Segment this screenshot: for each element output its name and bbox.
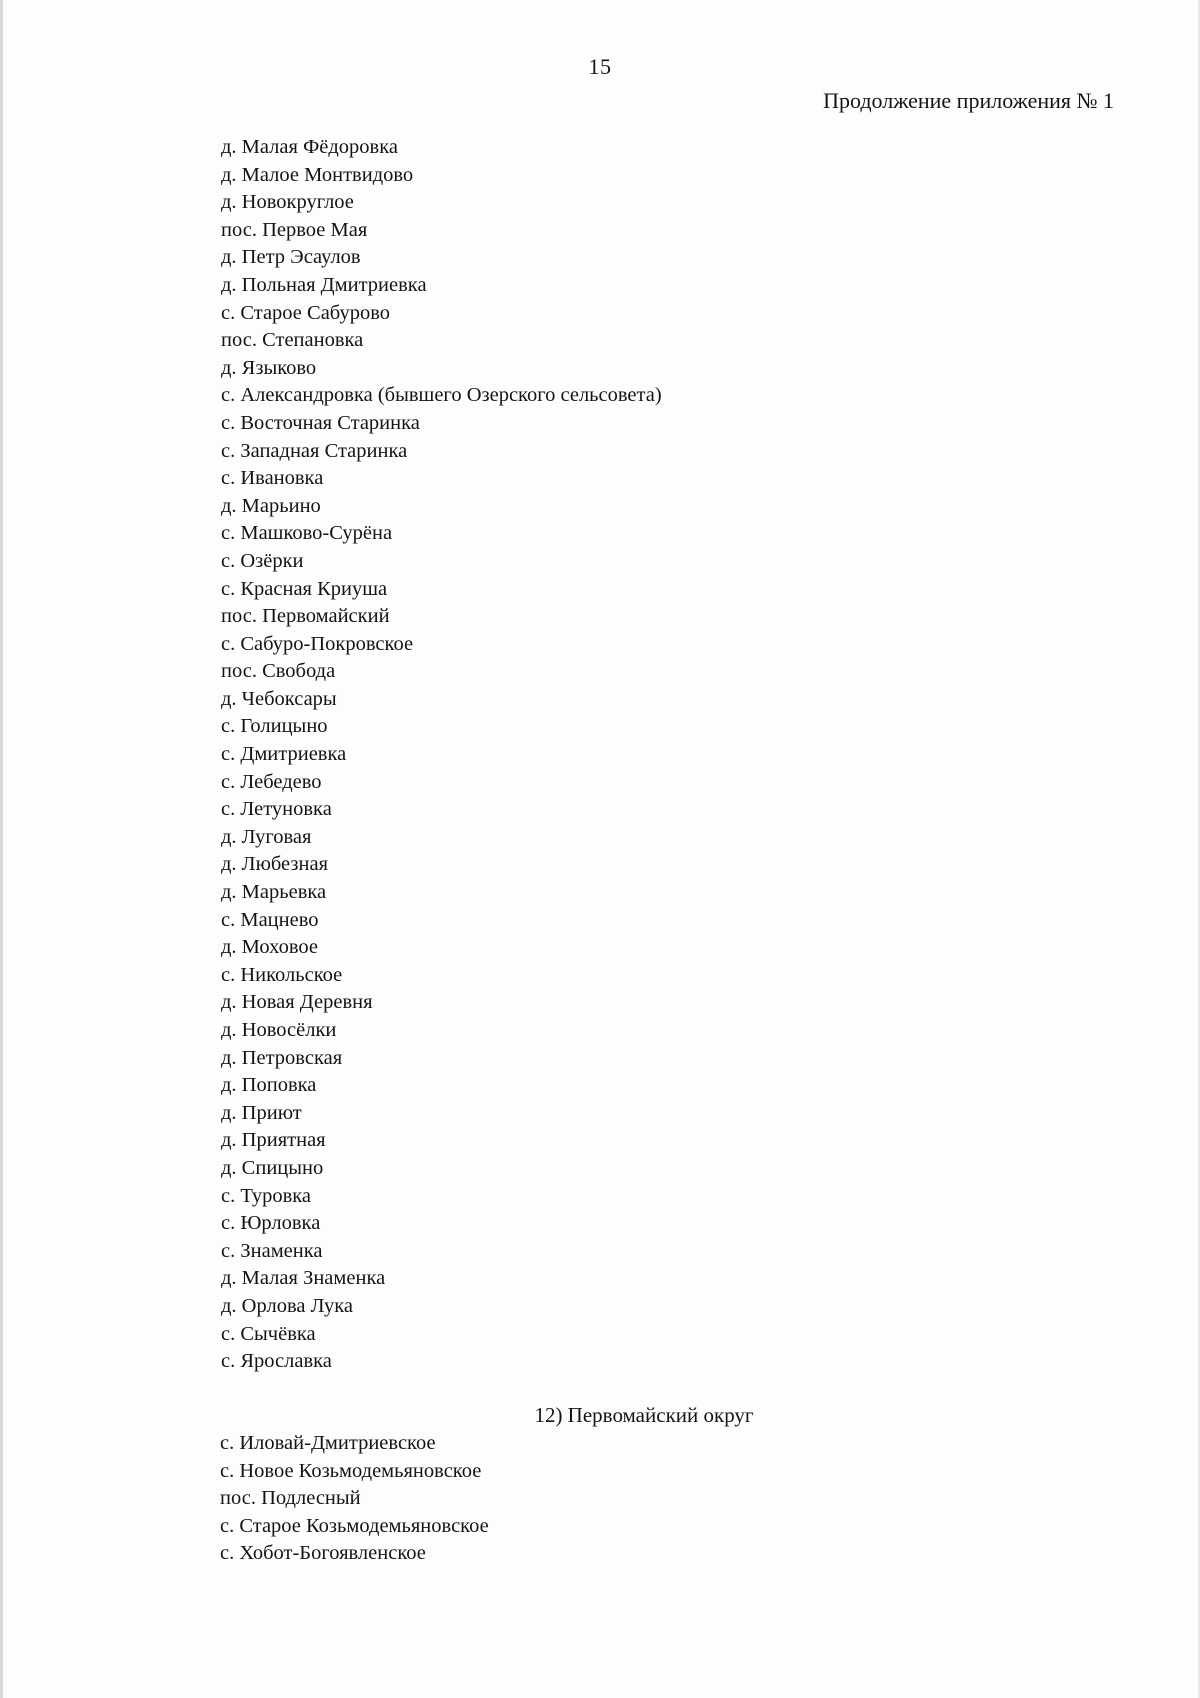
settlement-item: с. Машково-Сурёна: [221, 522, 393, 545]
settlement-item: д. Любезная: [221, 853, 329, 876]
settlement-item: с. Сычёвка: [221, 1322, 316, 1345]
settlement-item: д. Новосёлки: [221, 1019, 337, 1041]
settlement-item: д. Языково: [221, 356, 317, 379]
settlement-item: с. Иловай-Дмитриевское: [220, 1432, 436, 1454]
settlement-item: д. Марьино: [221, 494, 321, 517]
settlement-list: [221, 134, 662, 1376]
settlement-item: пос. Свобода: [221, 660, 336, 683]
settlement-item: с. Старое Козьмодемьяновское: [220, 1514, 489, 1537]
settlement-item: с. Летуновка: [221, 798, 332, 821]
page-number: 15: [588, 54, 612, 79]
settlement-item: пос. Первомайский: [221, 605, 390, 628]
settlement-item: д. Моховое: [221, 936, 318, 959]
settlement-item: с. Голицыно: [221, 715, 328, 738]
settlement-item: д. Малая Фёдоровка: [221, 136, 398, 158]
settlement-item: с. Западная Старинка: [221, 439, 408, 462]
settlement-item: с. Дмитриевка: [221, 743, 347, 766]
settlement-list-pervomaisky: [220, 1430, 489, 1568]
settlement-item: д. Приют: [221, 1101, 302, 1124]
settlement-item: д. Новокруглое: [221, 191, 354, 214]
settlement-item: с. Знаменка: [221, 1239, 323, 1262]
section-heading-pervomaisky-okrug: 12) Первомайский округ: [534, 1403, 754, 1427]
settlement-item: с. Мацнево: [221, 908, 319, 931]
settlement-item: с. Ярославка: [221, 1350, 332, 1373]
settlement-item: д. Петр Эсаулов: [221, 246, 361, 269]
settlement-item: с. Юрловка: [221, 1212, 321, 1235]
settlement-item: д. Малая Знаменка: [221, 1267, 386, 1290]
settlement-item: д. Петровская: [221, 1046, 343, 1069]
settlement-item: с. Туровка: [221, 1184, 312, 1207]
appendix-continuation-note: Продолжение приложения № 1: [823, 88, 1114, 113]
settlement-item: с. Восточная Старинка: [221, 411, 420, 434]
settlement-item: пос. Подлесный: [220, 1487, 361, 1510]
settlement-item: д. Спицыно: [221, 1156, 324, 1179]
settlement-item: д. Чебоксары: [221, 687, 337, 710]
settlement-item: с. Красная Криуша: [221, 577, 388, 600]
settlement-item: д. Марьевка: [221, 881, 327, 904]
settlement-item: д. Малое Монтвидово: [221, 163, 414, 186]
settlement-item: с. Ивановка: [221, 467, 324, 490]
settlement-item: с. Новое Козьмодемьяновское: [220, 1459, 482, 1482]
settlement-item: с. Лебедево: [221, 770, 322, 793]
settlement-item: д. Орлова Лука: [221, 1294, 353, 1317]
settlement-item: д. Новая Деревня: [221, 991, 373, 1014]
settlement-item: с. Старое Сабурово: [221, 301, 390, 324]
settlement-item: д. Польная Дмитриевка: [221, 273, 427, 296]
settlement-item: д. Поповка: [221, 1074, 317, 1097]
settlement-item: с. Александровка (бывшего Озерского сельсовета): [221, 384, 662, 407]
settlement-item: пос. Первое Мая: [221, 218, 368, 241]
settlement-item: с. Никольское: [221, 963, 343, 986]
settlement-item: с. Сабуро-Покровское: [221, 632, 414, 655]
settlement-item: с. Озёрки: [221, 549, 304, 572]
settlement-item: пос. Степановка: [221, 329, 364, 352]
settlement-item: с. Хобот-Богоявленское: [220, 1542, 426, 1565]
scan-edge-left: [0, 0, 3, 1698]
settlement-item: д. Приятная: [221, 1129, 326, 1152]
settlement-item: д. Луговая: [221, 825, 312, 848]
